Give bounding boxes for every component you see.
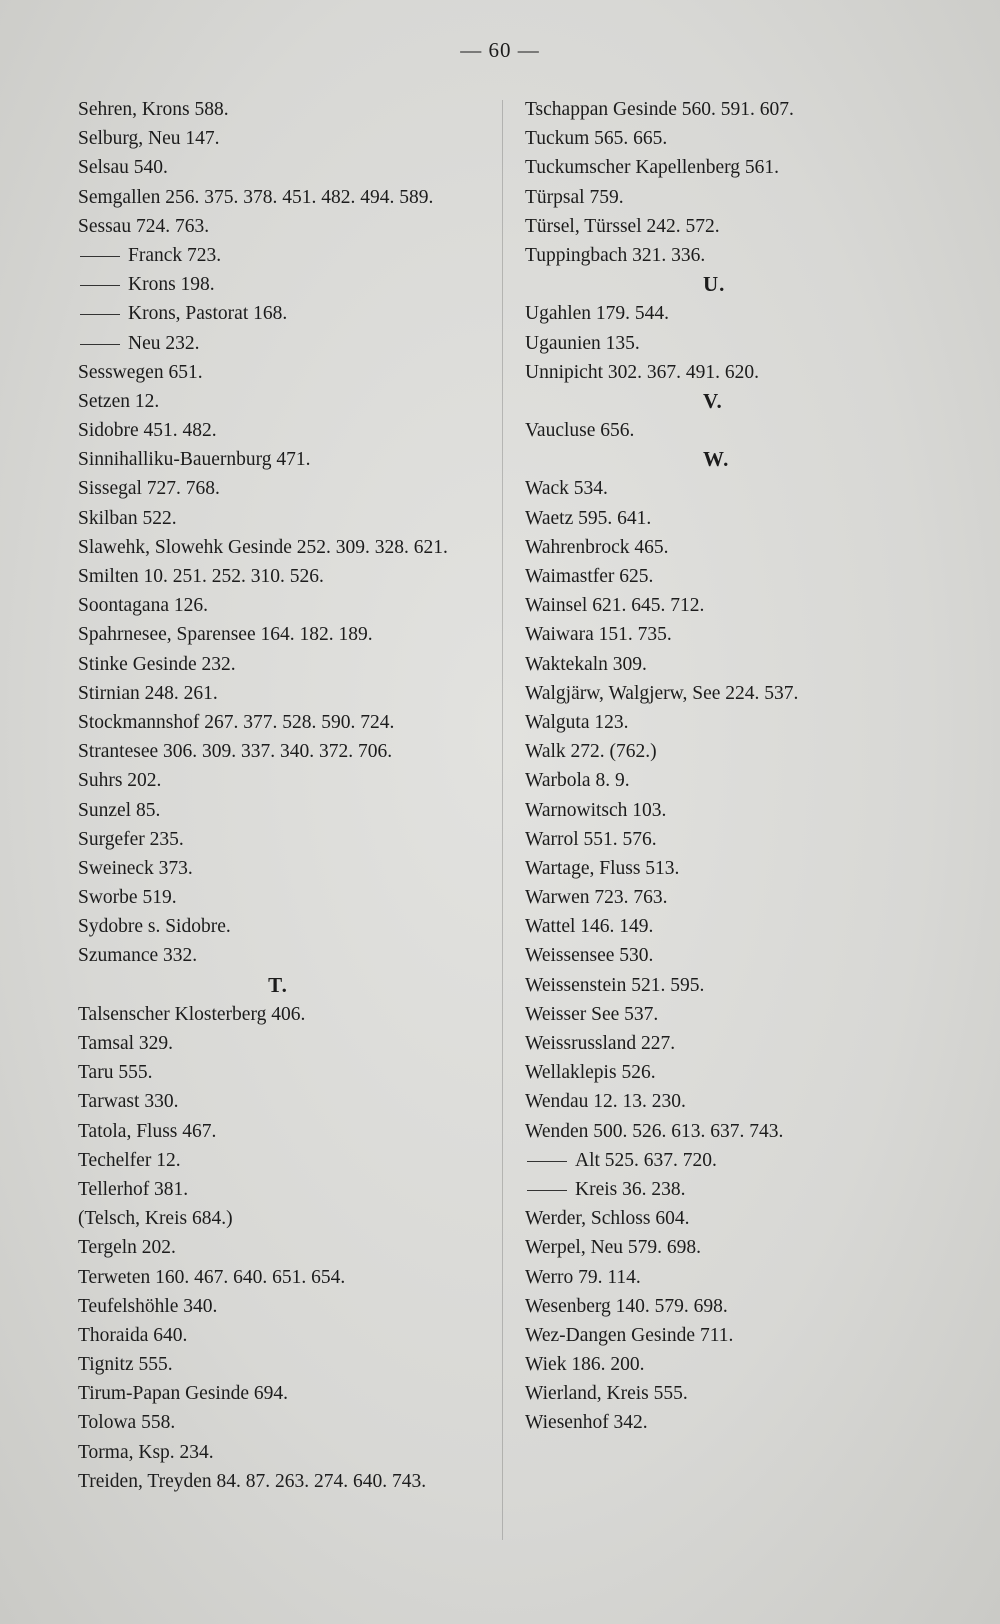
section-letter-heading: T.	[268, 972, 288, 997]
index-entry: Sissegal 727. 768.	[78, 478, 220, 500]
index-entry: Thoraida 640.	[78, 1324, 188, 1346]
index-entry: Spahrnesee, Sparensee 164. 182. 189.	[78, 624, 373, 646]
index-entry: Strantesee 306. 309. 337. 340. 372. 706.	[78, 741, 393, 763]
index-entry: Suhrs 202.	[78, 770, 162, 792]
index-entry: Treiden, Treyden 84. 87. 263. 274. 640. 743.	[78, 1470, 427, 1492]
index-entry: Türsel, Türssel 242. 572.	[525, 215, 720, 237]
right-index-column	[525, 95, 905, 1438]
index-entry: Tuppingbach 321. 336.	[525, 244, 706, 266]
index-entry: Szumance 332.	[78, 945, 198, 967]
section-letter-heading: V.	[703, 388, 723, 413]
index-entry: Tergeln 202.	[78, 1237, 176, 1259]
index-entry: Surgefer 235.	[78, 828, 184, 850]
index-entry: Tuckum 565. 665.	[525, 128, 668, 150]
index-entry: Unnipicht 302. 367. 491. 620.	[525, 361, 759, 383]
index-entry: Waktekaln 309.	[525, 653, 647, 675]
index-entry: Techelfer 12.	[78, 1149, 181, 1171]
index-subentry: Kreis 36. 238.	[525, 1175, 905, 1204]
index-entry: Torma, Ksp. 234.	[78, 1441, 214, 1463]
index-entry: Tatola, Fluss 467.	[78, 1120, 217, 1142]
index-entry: Weissenstein 521. 595.	[525, 974, 705, 996]
index-entry: Sweineck 373.	[78, 857, 193, 879]
index-entry: Slawehk, Slowehk Gesinde 252. 309. 328. 621.	[78, 536, 448, 558]
index-entry: Warwen 723. 763.	[525, 887, 668, 909]
index-entry: Weissensee 530.	[525, 945, 654, 967]
index-entry: Smilten 10. 251. 252. 310. 526.	[78, 566, 324, 587]
index-entry: Walk 272. (762.)	[525, 741, 657, 763]
index-entry: Wesenberg 140. 579. 698.	[525, 1295, 728, 1317]
index-entry: Werder, Schloss 604.	[525, 1208, 690, 1230]
index-entry: Sesswegen 651.	[78, 361, 203, 383]
index-entry: Tschappan Gesinde 560. 591. 607.	[525, 99, 794, 120]
index-entry: (Telsch, Kreis 684.)	[78, 1208, 233, 1230]
index-entry: Tignitz 555.	[78, 1354, 173, 1376]
index-entry: Wattel 146. 149.	[525, 916, 654, 938]
index-entry: Ugaunien 135.	[525, 332, 640, 354]
index-entry: Waimastfer 625.	[525, 566, 654, 587]
index-entry: Stockmannshof 267. 377. 528. 590. 724.	[78, 711, 395, 733]
index-entry: Tuckumscher Kapellenberg 561.	[525, 157, 779, 179]
index-entry: Sworbe 519.	[78, 887, 177, 909]
index-entry: Türpsal 759.	[525, 186, 624, 208]
index-entry: Sidobre 451. 482.	[78, 420, 217, 442]
index-entry: Wierland, Kreis 555.	[525, 1383, 688, 1405]
index-subentry: Franck 723.	[78, 241, 498, 270]
index-entry: Taru 555.	[78, 1062, 153, 1084]
index-entry: Tamsal 329.	[78, 1033, 174, 1054]
index-entry: Vaucluse 656.	[525, 420, 635, 442]
column-divider	[502, 100, 503, 1540]
index-entry: Selburg, Neu 147.	[78, 128, 220, 150]
index-entry: Tolowa 558.	[78, 1412, 176, 1434]
index-entry: Selsau 540.	[78, 157, 168, 179]
index-subentry: Krons, Pastorat 168.	[78, 299, 498, 328]
index-entry: Wack 534.	[525, 478, 608, 500]
index-entry: Stirnian 248. 261.	[78, 682, 218, 704]
index-entry: Ugahlen 179. 544.	[525, 303, 670, 325]
index-entry: Walgjärw, Walgjerw, See 224. 537.	[525, 682, 799, 704]
index-entry: Weissrussland 227.	[525, 1033, 676, 1054]
index-entry: Tellerhof 381.	[78, 1178, 189, 1200]
index-entry: Wainsel 621. 645. 712.	[525, 595, 705, 617]
index-entry: Wellaklepis 526.	[525, 1062, 656, 1084]
index-entry: Warrol 551. 576.	[525, 828, 657, 850]
index-entry: Werro 79. 114.	[525, 1266, 641, 1288]
index-entry: Weisser See 537.	[525, 1003, 659, 1025]
index-entry: Wenden 500. 526. 613. 637. 743.	[525, 1120, 784, 1142]
index-entry: Waiwara 151. 735.	[525, 624, 672, 646]
index-entry: Talsenscher Klosterberg 406.	[78, 1003, 306, 1025]
index-entry: Tarwast 330.	[78, 1091, 179, 1113]
left-index-column	[78, 95, 498, 1496]
index-entry: Skilban 522.	[78, 507, 177, 529]
index-entry: Warbola 8. 9.	[525, 770, 630, 792]
index-entry: Wendau 12. 13. 230.	[525, 1091, 686, 1113]
index-entry: Wez-Dangen Gesinde 711.	[525, 1324, 734, 1346]
index-entry: Sinnihalliku-Bauernburg 471.	[78, 449, 311, 471]
index-entry: Sessau 724. 763.	[78, 215, 210, 237]
section-letter-heading: W.	[703, 447, 730, 472]
index-entry: Warnowitsch 103.	[525, 799, 667, 821]
index-entry: Wartage, Fluss 513.	[525, 857, 680, 879]
index-entry: Walguta 123.	[525, 711, 629, 733]
index-entry: Sehren, Krons 588.	[78, 99, 229, 120]
index-entry: Wahrenbrock 465.	[525, 536, 669, 558]
index-entry: Setzen 12.	[78, 390, 160, 412]
index-entry: Werpel, Neu 579. 698.	[525, 1237, 702, 1259]
index-entry: Sunzel 85.	[78, 799, 161, 821]
index-subentry: Krons 198.	[78, 270, 498, 299]
index-subentry: Alt 525. 637. 720.	[525, 1146, 905, 1175]
index-entry: Wiek 186. 200.	[525, 1354, 645, 1376]
index-entry: Waetz 595. 641.	[525, 507, 652, 529]
index-entry: Terweten 160. 467. 640. 651. 654.	[78, 1266, 346, 1288]
page-number: — 60 —	[460, 38, 540, 62]
index-entry: Tirum-Papan Gesinde 694.	[78, 1383, 288, 1405]
section-letter-heading: U.	[703, 272, 726, 297]
index-entry: Teufelshöhle 340.	[78, 1295, 218, 1317]
index-entry: Soontagana 126.	[78, 595, 208, 617]
index-entry: Stinke Gesinde 232.	[78, 653, 236, 675]
index-entry: Semgallen 256. 375. 378. 451. 482. 494. 589.	[78, 186, 434, 208]
index-subentry: Neu 232.	[78, 329, 498, 358]
index-entry: Sydobre s. Sidobre.	[78, 916, 231, 938]
index-entry: Wiesenhof 342.	[525, 1412, 648, 1434]
